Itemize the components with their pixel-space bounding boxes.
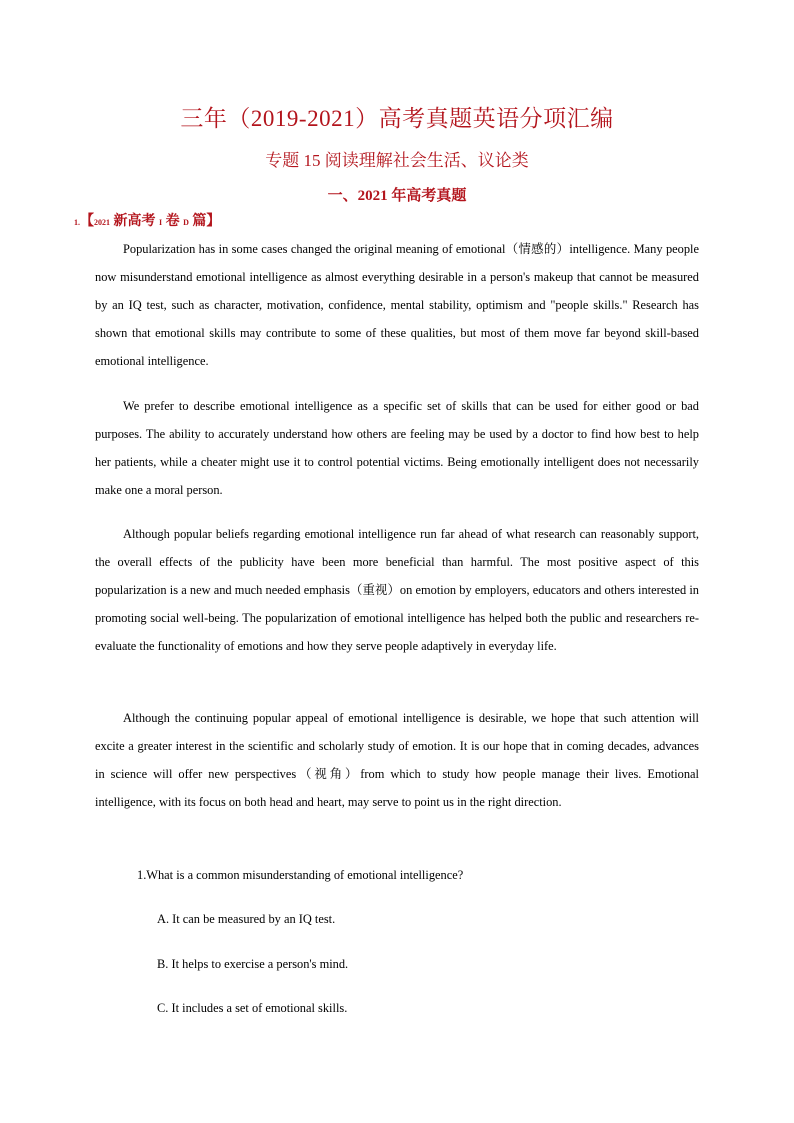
label-part: D: [183, 218, 189, 227]
label-close: 篇】: [188, 214, 221, 229]
option-b: B. It helps to exercise a person's mind.: [157, 957, 349, 971]
paragraph-4: Although the continuing popular appeal of emotional intelligence is desirable, we hope that such attention will excite a greater interest in the scientific and scholarly study of emotion. It is our hope that in coming decades, advances in science will offer new perspectives（视角）from which to study how people manage their lives. Emotional intelligence, with its focus on both head and heart, may serve to point us in the right direction.: [95, 711, 699, 809]
document-title: 三年（2019-2021）高考真题英语分项汇编: [180, 106, 614, 131]
label-paper: 卷: [162, 214, 184, 229]
question-stem: 1.What is a common misunderstanding of emotional intelligence?: [137, 868, 464, 882]
label-year: 2021: [94, 218, 110, 227]
label-roman: I: [159, 218, 163, 227]
passage-number: 1.: [74, 218, 80, 227]
option-c: C. It includes a set of emotional skills.: [157, 1001, 348, 1015]
paragraph-2: We prefer to describe emotional intelligence as a specific set of skills that can be used for either good or bad purposes. The ability to accurately understand how others are feeling may be used by a doctor to find how best to help her patients, while a cheater might use it to control potential victims. Being emotionally intelligent does not necessarily make one a moral person.: [95, 399, 699, 497]
label-exam: 新高考: [110, 214, 159, 229]
paragraph-3: Although popular beliefs regarding emotional intelligence run far ahead of what research can reasonably support, the overall effects of the publicity have been more beneficial than harmful. The most positive aspect of this popularization is a new and much needed emphasis（重视）on emotion by employers, educators and others interested in promoting social well-being. The popularization of emotional intelligence has helped both the public and researchers re-evaluate the functionality of emotions and how they serve people adaptively in everyday life.: [95, 527, 699, 653]
section-heading: 一、2021 年高考真题: [327, 188, 467, 204]
topic-subtitle: 专题 15 阅读理解社会生活、议论类: [265, 151, 529, 170]
paragraph-1: Popularization has in some cases changed the original meaning of emotional（情感的）intelligence. Many people now misunderstand emotional intelligence as almost everything desirable in a person's makeup that cannot be measured by an IQ test, such as character, motivation, confidence, mental stability, optimism and "people skills." Research has shown that emotional skills may contribute to some of these qualities, but most of them move far beyond skill-based emotional intelligence.: [95, 242, 699, 368]
option-a: A. It can be measured by an IQ test.: [157, 912, 336, 926]
passage-label: [74, 210, 220, 230]
label-open-bracket: 【: [80, 214, 94, 229]
